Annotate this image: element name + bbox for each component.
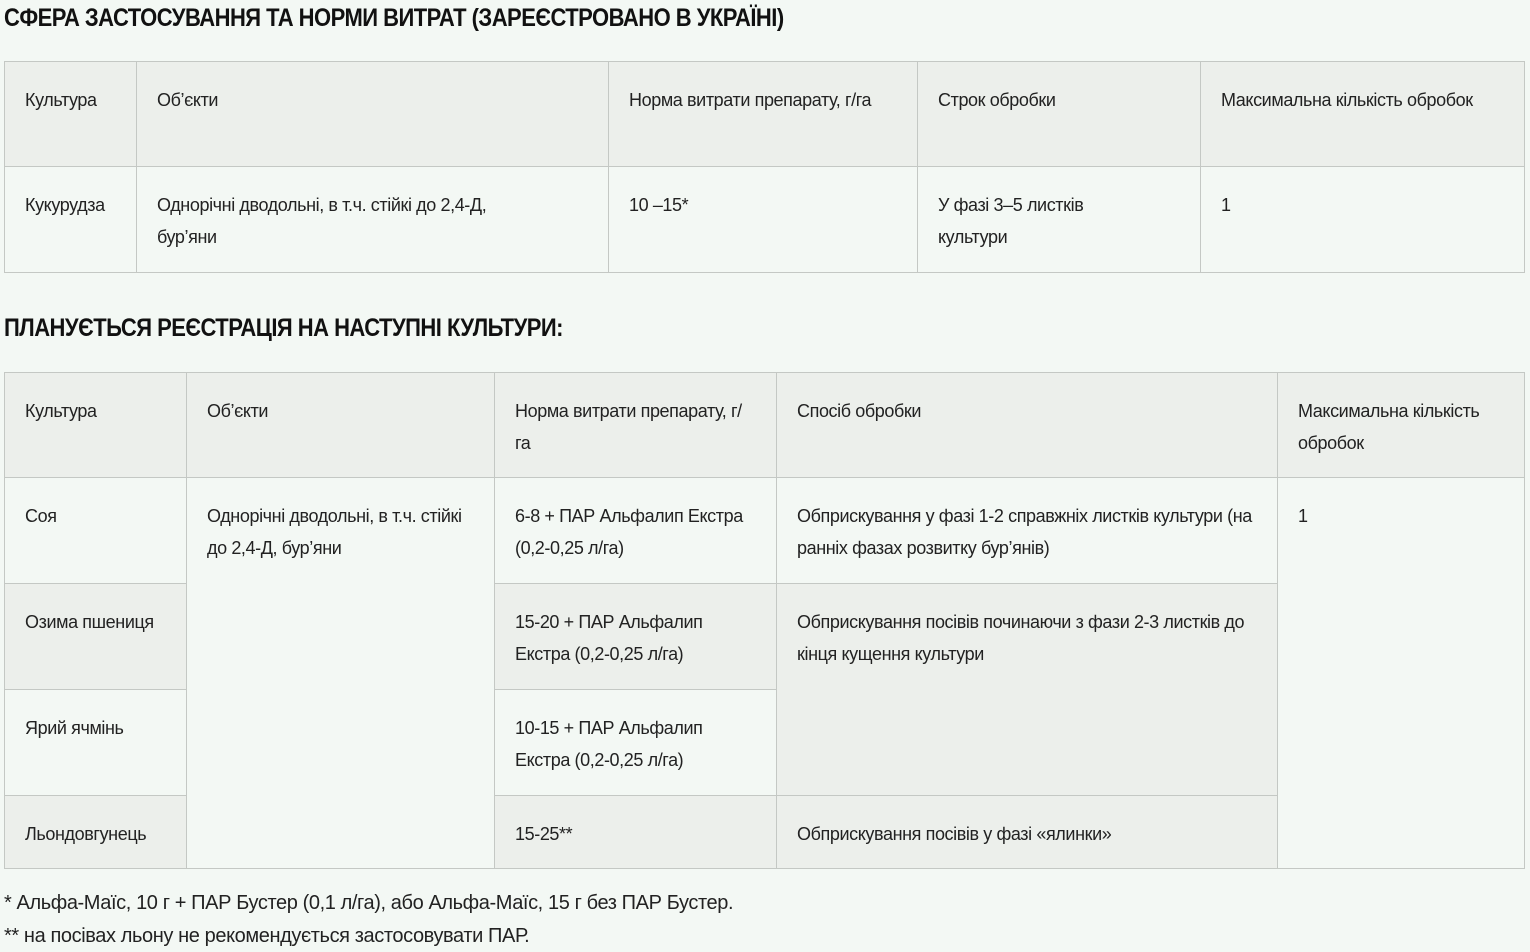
- header-cell: Максимальна кількість обробок: [1278, 373, 1525, 478]
- table-row: [5, 478, 1525, 584]
- crop-cell: Озима пшениця: [5, 584, 187, 690]
- section-title-planned: ПЛАНУЄТЬСЯ РЕЄСТРАЦІЯ НА НАСТУПНІ КУЛЬТУРИ:: [4, 314, 563, 342]
- header-cell: Строк обробки: [918, 62, 1201, 167]
- max-cell: 1: [1201, 167, 1525, 273]
- timing-cell: У фазі 3–5 листків культури: [918, 167, 1201, 273]
- rate-cell: 15-25**: [495, 796, 777, 869]
- method-cell: Обприскування у фазі 1-2 справжніх листків культури (на ранніх фазах розвитку бур’янів): [777, 478, 1278, 584]
- planned-table: [4, 372, 1525, 869]
- crop-cell: Кукурудза: [5, 167, 137, 273]
- header-cell: Культура: [5, 373, 187, 478]
- header-cell: Культура: [5, 62, 137, 167]
- rate-cell: 10-15 + ПАР Альфалип Екстра (0,2-0,25 л/га): [495, 690, 777, 796]
- footnote: * Альфа-Маїс, 10 г + ПАР Бустер (0,1 л/га), або Альфа-Маїс, 15 г без ПАР Бустер.: [4, 892, 734, 914]
- header-cell: Норма витрати препарату, г/га: [495, 373, 777, 478]
- crop-cell: Ярий ячмінь: [5, 690, 187, 796]
- header-cell: Спосіб обробки: [777, 373, 1278, 478]
- rate-cell: 10 –15*: [609, 167, 918, 273]
- registered-table: [4, 61, 1525, 273]
- method-cell: Обприскування посівів починаючи з фази 2-3 листків до кінця кущення культури: [777, 584, 1278, 796]
- rate-cell: 6-8 + ПАР Альфалип Екстра (0,2-0,25 л/га): [495, 478, 777, 584]
- crop-cell: Льондовгунець: [5, 796, 187, 869]
- method-cell: Обприскування посівів у фазі «ялинки»: [777, 796, 1278, 869]
- objects-cell: Однорічні дводольні, в т.ч. стійкі до 2,4-Д, бур’яни: [137, 167, 609, 273]
- table-header-row: [5, 373, 1525, 478]
- header-cell: Об’єкти: [187, 373, 495, 478]
- section-title-registered: СФЕРА ЗАСТОСУВАННЯ ТА НОРМИ ВИТРАТ (ЗАРЕЄСТРОВАНО В УКРАЇНІ): [4, 4, 784, 32]
- objects-cell: Однорічні дводольні, в т.ч. стійкі до 2,4-Д, бур’яни: [187, 478, 495, 869]
- header-cell: Об’єкти: [137, 62, 609, 167]
- table-header-row: [5, 62, 1525, 167]
- footnote: ** на посівах льону не рекомендується застосовувати ПАР.: [4, 925, 530, 947]
- rate-cell: 15-20 + ПАР Альфалип Екстра (0,2-0,25 л/га): [495, 584, 777, 690]
- crop-cell: Соя: [5, 478, 187, 584]
- header-cell: Максимальна кількість обробок: [1201, 62, 1525, 167]
- header-cell: Норма витрати препарату, г/га: [609, 62, 918, 167]
- max-cell: 1: [1278, 478, 1525, 869]
- table-row: [5, 167, 1525, 273]
